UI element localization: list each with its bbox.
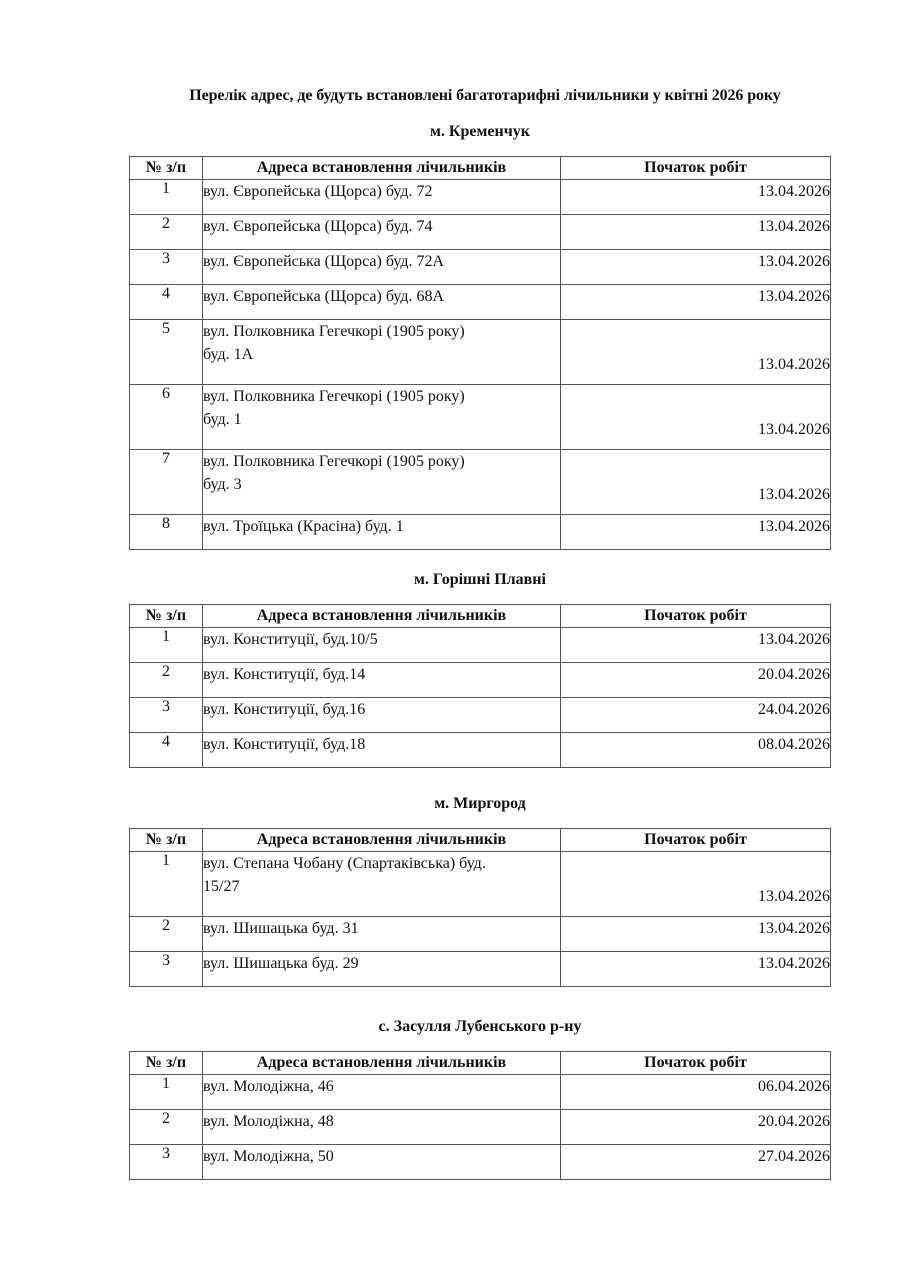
column-header-start: Початок робіт xyxy=(561,829,831,852)
row-address: вул. Молодіжна, 48 xyxy=(203,1110,561,1145)
table-row xyxy=(130,1145,831,1180)
section-title-zasullia: с. Засулля Лубенського р-ну xyxy=(378,1018,582,1035)
row-number: 6 xyxy=(130,385,203,450)
row-number: 2 xyxy=(130,215,203,250)
row-address-line1: вул. Степана Чобану (Спартаківська) буд. xyxy=(203,855,486,872)
table-row xyxy=(130,215,831,250)
column-header-start: Початок робіт xyxy=(561,157,831,180)
table-header xyxy=(130,829,831,852)
table-row xyxy=(130,450,831,515)
row-address-line2: буд. 1 xyxy=(203,411,242,428)
table-row xyxy=(130,698,831,733)
row-number: 8 xyxy=(130,515,203,550)
table-row xyxy=(130,1110,831,1145)
section-title-horishni-plavni: м. Горішні Плавні xyxy=(414,571,546,588)
table-header xyxy=(130,157,831,180)
row-number: 5 xyxy=(130,320,203,385)
row-address: вул. Шишацька буд. 29 xyxy=(203,952,561,987)
row-number: 1 xyxy=(130,628,203,663)
address-table-kremenchuk xyxy=(129,156,831,550)
address-table-horishni-plavni xyxy=(129,604,831,768)
row-number: 3 xyxy=(130,1145,203,1180)
table-row xyxy=(130,1075,831,1110)
section-title-kremenchuk: м. Кременчук xyxy=(430,123,530,140)
row-number: 2 xyxy=(130,917,203,952)
row-address: вул. Троїцька (Красіна) буд. 1 xyxy=(203,515,561,550)
row-address-line1: вул. Полковника Гегечкорі (1905 року) xyxy=(203,388,465,405)
row-number: 3 xyxy=(130,698,203,733)
row-start-date: 13.04.2026 xyxy=(561,215,831,250)
column-header-num: № з/п xyxy=(130,829,203,852)
row-start-date: 13.04.2026 xyxy=(561,320,831,385)
table-row xyxy=(130,628,831,663)
row-address: вул. Європейська (Щорса) буд. 72А xyxy=(203,250,561,285)
table-row xyxy=(130,917,831,952)
row-start-date: 13.04.2026 xyxy=(561,180,831,215)
row-start-date: 13.04.2026 xyxy=(561,628,831,663)
address-table-myrhorod xyxy=(129,828,831,987)
table-row xyxy=(130,733,831,768)
document-title: Перелік адрес, де будуть встановлені багатотарифні лічильники у квітні 2026 року xyxy=(189,87,781,104)
row-number: 2 xyxy=(130,663,203,698)
row-number: 2 xyxy=(130,1110,203,1145)
row-start-date: 08.04.2026 xyxy=(561,733,831,768)
row-start-date: 13.04.2026 xyxy=(561,450,831,515)
table-row xyxy=(130,320,831,385)
row-start-date: 20.04.2026 xyxy=(561,663,831,698)
row-start-date: 24.04.2026 xyxy=(561,698,831,733)
row-address-line2: буд. 1А xyxy=(203,346,254,363)
section-title-myrhorod: м. Миргород xyxy=(434,795,526,812)
table-row xyxy=(130,385,831,450)
table-row xyxy=(130,250,831,285)
column-header-address: Адреса встановлення лічильників xyxy=(203,1052,561,1075)
column-header-num: № з/п xyxy=(130,157,203,180)
column-header-start: Початок робіт xyxy=(561,1052,831,1075)
table-row xyxy=(130,285,831,320)
row-number: 1 xyxy=(130,852,203,917)
row-address: вул. Конституції, буд.18 xyxy=(203,733,561,768)
row-address-line1: вул. Полковника Гегечкорі (1905 року) xyxy=(203,453,465,470)
row-start-date: 13.04.2026 xyxy=(561,515,831,550)
row-start-date: 13.04.2026 xyxy=(561,385,831,450)
address-table-zasullia xyxy=(129,1051,831,1180)
row-number: 4 xyxy=(130,285,203,320)
table-row xyxy=(130,180,831,215)
row-address: вул. Європейська (Щорса) буд. 68А xyxy=(203,285,561,320)
table-row xyxy=(130,663,831,698)
row-number: 3 xyxy=(130,952,203,987)
row-start-date: 27.04.2026 xyxy=(561,1145,831,1180)
table-header xyxy=(130,605,831,628)
row-start-date: 20.04.2026 xyxy=(561,1110,831,1145)
row-start-date: 13.04.2026 xyxy=(561,250,831,285)
row-address-line1: вул. Полковника Гегечкорі (1905 року) xyxy=(203,323,465,340)
row-address xyxy=(203,385,561,450)
row-address-line2: буд. 3 xyxy=(203,476,242,493)
column-header-address: Адреса встановлення лічильників xyxy=(203,605,561,628)
column-header-num: № з/п xyxy=(130,1052,203,1075)
column-header-address: Адреса встановлення лічильників xyxy=(203,829,561,852)
row-address: вул. Молодіжна, 46 xyxy=(203,1075,561,1110)
column-header-address: Адреса встановлення лічильників xyxy=(203,157,561,180)
row-number: 3 xyxy=(130,250,203,285)
column-header-start: Початок робіт xyxy=(561,605,831,628)
row-start-date: 13.04.2026 xyxy=(561,917,831,952)
table-header xyxy=(130,1052,831,1075)
row-number: 1 xyxy=(130,1075,203,1110)
row-address: вул. Конституції, буд.14 xyxy=(203,663,561,698)
row-address: вул. Конституції, буд.16 xyxy=(203,698,561,733)
row-address: вул. Конституції, буд.10/5 xyxy=(203,628,561,663)
row-address xyxy=(203,320,561,385)
row-number: 4 xyxy=(130,733,203,768)
row-address: вул. Європейська (Щорса) буд. 74 xyxy=(203,215,561,250)
table-row xyxy=(130,852,831,917)
row-start-date: 06.04.2026 xyxy=(561,1075,831,1110)
table-row xyxy=(130,515,831,550)
row-address: вул. Молодіжна, 50 xyxy=(203,1145,561,1180)
row-address xyxy=(203,450,561,515)
row-start-date: 13.04.2026 xyxy=(561,285,831,320)
table-row xyxy=(130,952,831,987)
row-address-line2: 15/27 xyxy=(203,878,240,895)
row-address: вул. Шишацька буд. 31 xyxy=(203,917,561,952)
column-header-num: № з/п xyxy=(130,605,203,628)
row-start-date: 13.04.2026 xyxy=(561,952,831,987)
row-number: 7 xyxy=(130,450,203,515)
row-address xyxy=(203,852,561,917)
row-number: 1 xyxy=(130,180,203,215)
row-address: вул. Європейська (Щорса) буд. 72 xyxy=(203,180,561,215)
row-start-date: 13.04.2026 xyxy=(561,852,831,917)
